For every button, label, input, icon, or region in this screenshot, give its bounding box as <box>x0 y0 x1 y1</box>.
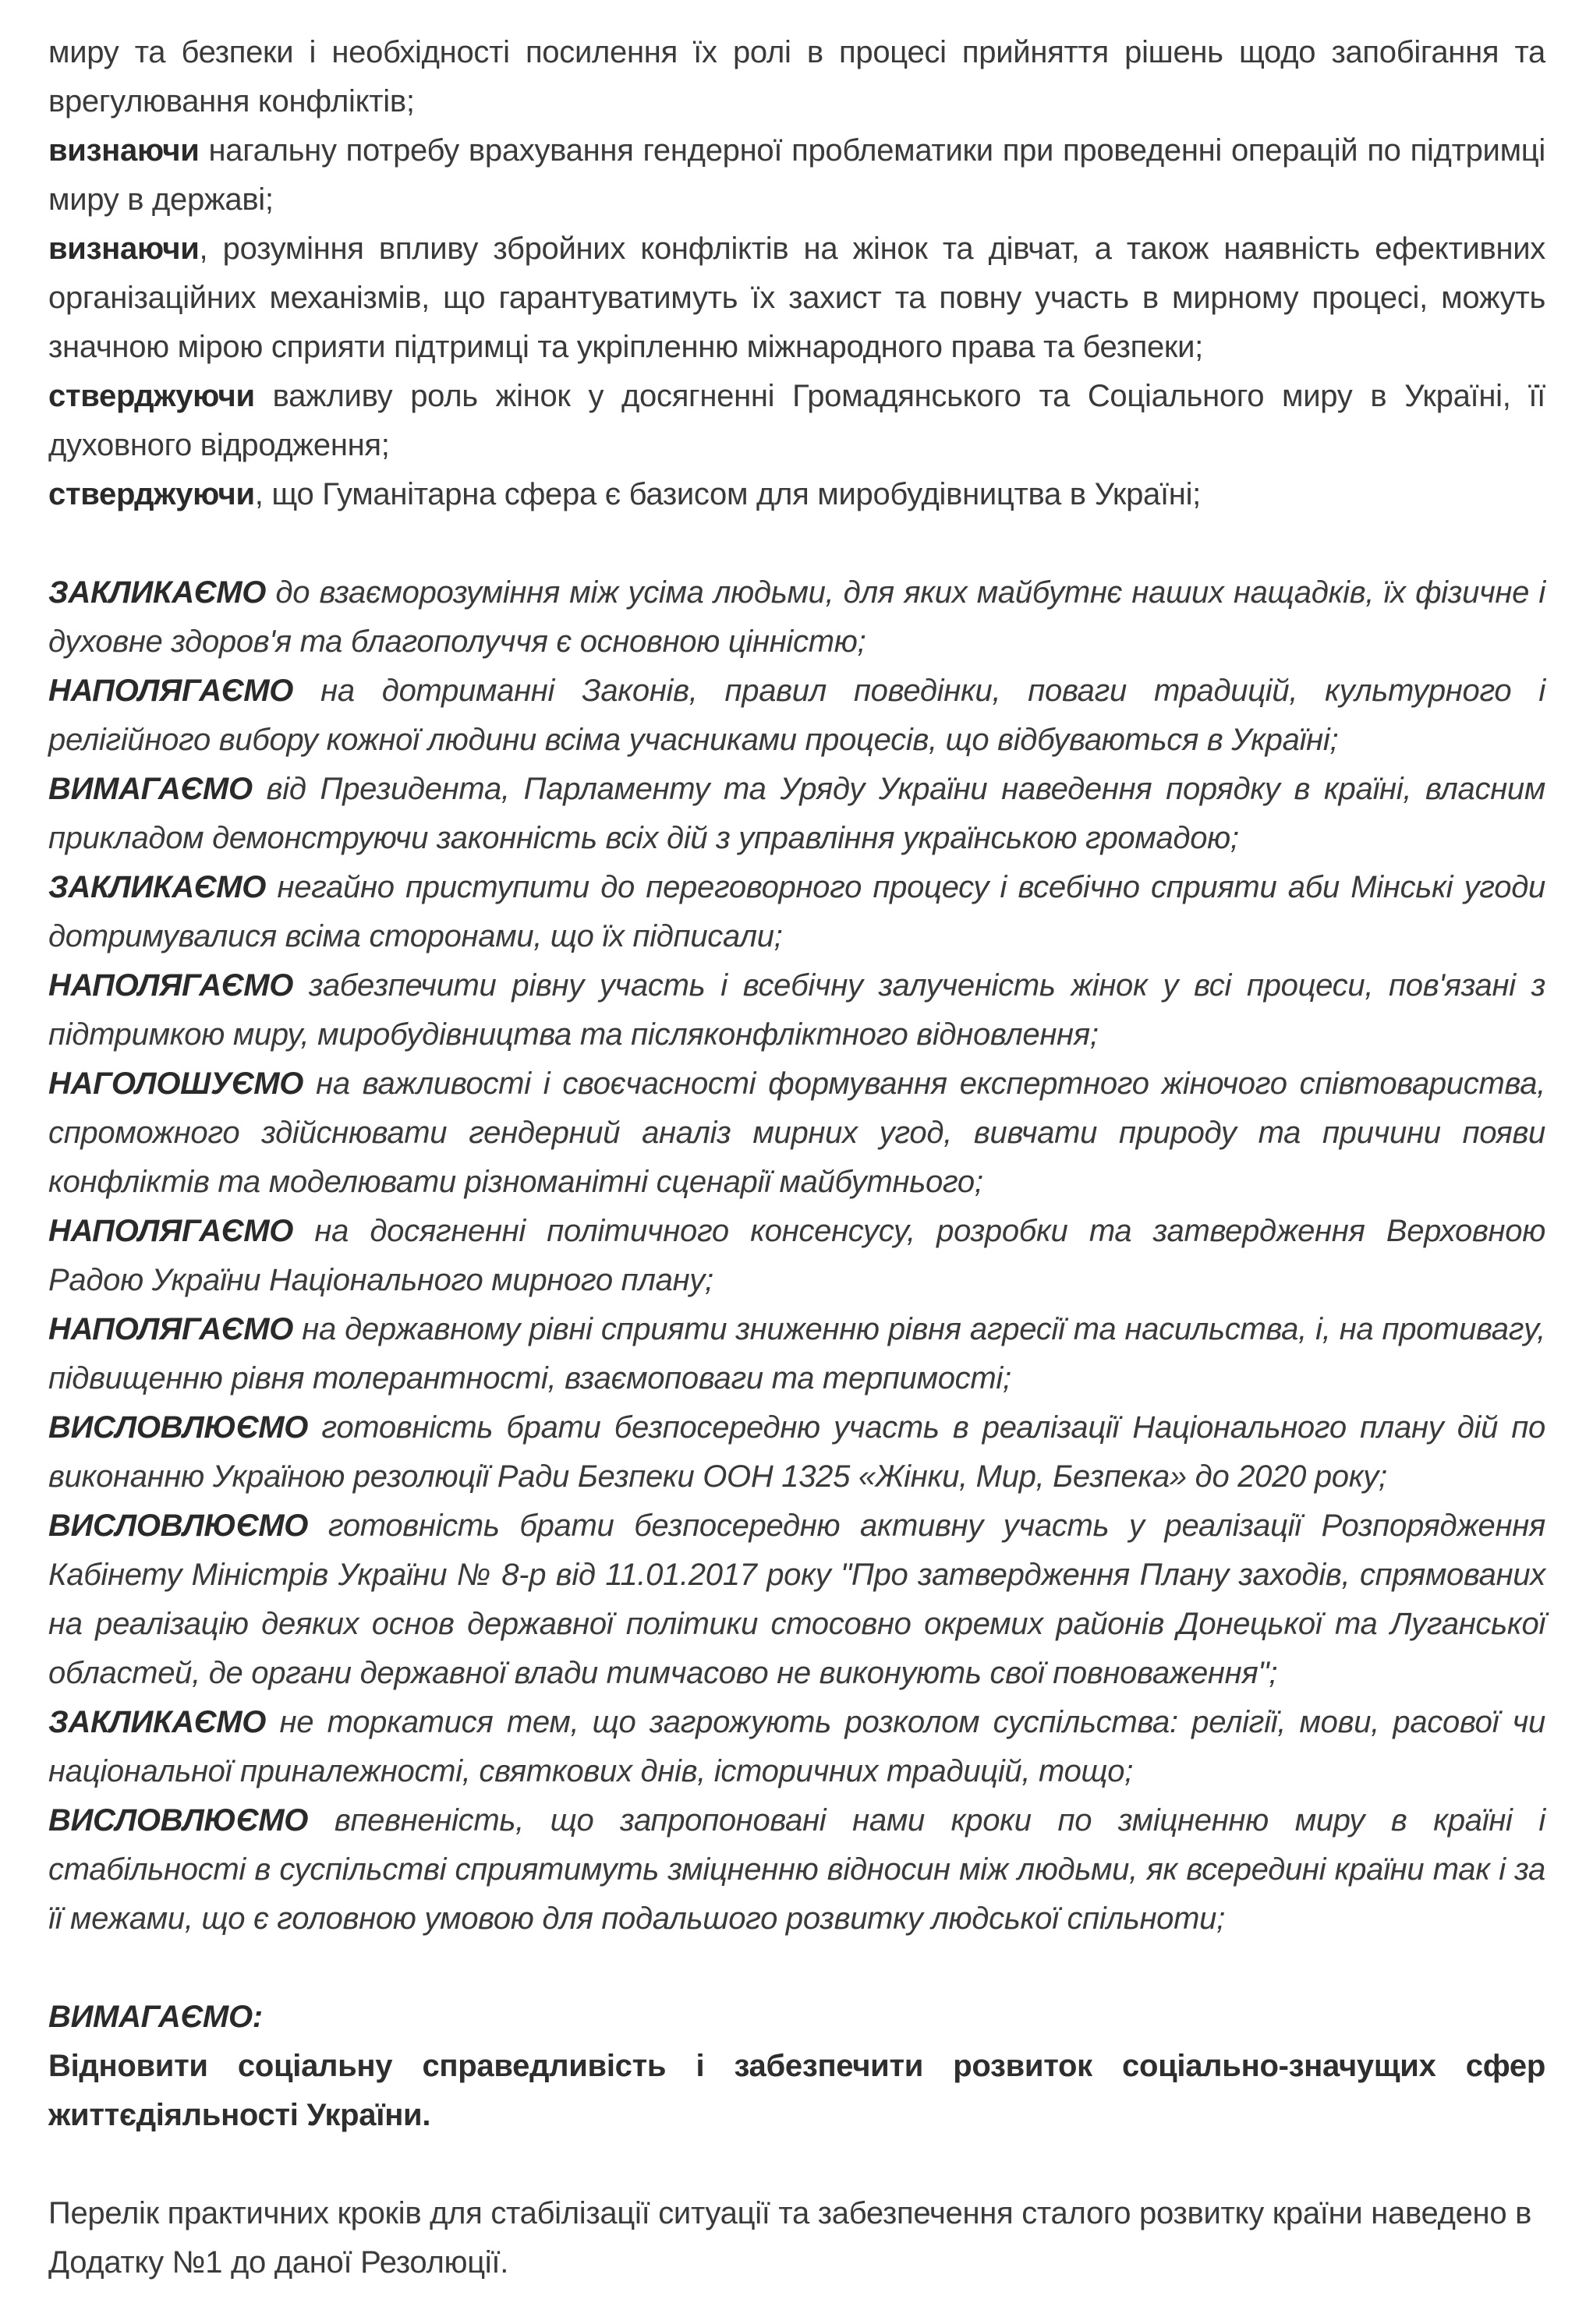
clause-keyword: стверджуючи <box>48 379 255 413</box>
resolution-keyword: ВИСЛОВЛЮЄМО <box>48 1509 309 1543</box>
preamble-paragraph: визнаючи нагальну потребу врахування гендерної проблематики при проведенні операцій по підтримці миру в державі; <box>48 133 1545 217</box>
resolution-paragraph: ЗАКЛИКАЄМО негайно приступити до переговорного процесу і всебічно сприяти аби Мінські угоди дотримувалися всіма сторонами, що їх підписали; <box>48 870 1545 953</box>
preamble-paragraph: визнаючи, розуміння впливу збройних конфліктів на жінок та дівчат, а також наявність ефективних організаційних механізмів, що гарантуватимуть їх захист та повну участь в мирному процесі, можуть значною мірою сприяти підтримці та укріпленню міжнародного права та безпеки; <box>48 232 1545 364</box>
demand-heading: ВИМАГАЄМО: <box>48 2000 263 2034</box>
spacer <box>48 1944 1545 1993</box>
resolution-keyword: НАПОЛЯГАЄМО <box>48 1214 294 1248</box>
preamble-paragraph: стверджуючи, що Гуманітарна сфера є базисом для миробудівництва в Україні; <box>48 477 1201 511</box>
resolution-paragraph: ВИСЛОВЛЮЄМО готовність брати безпосередню активну участь у реалізації Розпорядження Кабінету Міністрів України № 8-р від 11.01.2017 року "Про затвердження Плану заходів, спрямованих на реалізацію деяких основ державної політики стосовно окремих районів Донецької та Луганської областей, де органи державної влади тимчасово не виконують свої повноваження"; <box>48 1509 1545 1690</box>
resolution-keyword: ВИМАГАЄМО <box>48 772 253 806</box>
spacer <box>48 2140 1545 2189</box>
resolution-keyword: ЗАКЛИКАЄМО <box>48 1705 267 1739</box>
resolution-paragraph: НАПОЛЯГАЄМО на дотриманні Законів, правил поведінки, поваги традицій, культурного і релігійного вибору кожної людини всіма учасниками процесів, що відбуваються в Україні; <box>48 674 1545 757</box>
preamble-paragraph: миру та безпеки і необхідності посилення їх ролі в процесі прийняття рішень щодо запобігання та врегулювання конфліктів; <box>48 35 1545 118</box>
appendix-reference: Перелік практичних кроків для стабілізації ситуації та забезпечення сталого розвитку країни наведено в Додатку №1 до даної Резолюції. <box>48 2196 1532 2280</box>
resolution-keyword: НАПОЛЯГАЄМО <box>48 968 294 1003</box>
resolution-keyword: ВИСЛОВЛЮЄМО <box>48 1803 309 1838</box>
resolution-paragraph: НАПОЛЯГАЄМО на досягненні політичного консенсусу, розробки та затвердження Верховною Радою України Національного мирного плану; <box>48 1214 1545 1297</box>
preamble-paragraph: стверджуючи важливу роль жінок у досягненні Громадянського та Соціального миру в Україні, її духовного відродження; <box>48 379 1545 462</box>
resolution-keyword: ЗАКЛИКАЄМО <box>48 575 267 610</box>
clause-keyword: визнаючи <box>48 232 200 266</box>
clause-keyword: стверджуючи <box>48 477 255 511</box>
resolution-keyword: ВИСЛОВЛЮЄМО <box>48 1410 309 1445</box>
spacer <box>48 519 1545 568</box>
document-page <box>48 28 1545 2287</box>
resolution-paragraph: ЗАКЛИКАЄМО не торкатися тем, що загрожують розколом суспільства: релігії, мови, расової чи національної приналежності, святкових днів, історичних традицій, тощо; <box>48 1705 1545 1788</box>
demand-text: Відновити соціальну справедливість і забезпечити розвиток соціально-значущих сфер життєдіяльності України. <box>48 2049 1545 2132</box>
resolution-paragraph: НАПОЛЯГАЄМО на державному рівні сприяти зниженню рівня агресії та насильства, і, на противагу, підвищенню рівня толерантності, взаємоповаги та терпимості; <box>48 1312 1545 1395</box>
resolution-paragraph: НАГОЛОШУЄМО на важливості і своєчасності формування експертного жіночого співтовариства, спроможного здійснювати гендерний аналіз мирних угод, вивчати природу та причини появи конфліктів та моделювати різноманітні сценарії майбутнього; <box>48 1066 1545 1199</box>
resolution-paragraph: ВИМАГАЄМО від Президента, Парламенту та Уряду України наведення порядку в країні, власним прикладом демонструючи законність всіх дій з управління українською громадою; <box>48 772 1545 855</box>
clause-keyword: визнаючи <box>48 133 200 168</box>
resolution-keyword: НАПОЛЯГАЄМО <box>48 674 294 708</box>
resolution-paragraph: ВИСЛОВЛЮЄМО впевненість, що запропоновані нами кроки по зміцненню миру в країні і стабільності в суспільстві сприятимуть зміцненню відносин між людьми, як всередині країни так і за її межами, що є головною умовою для подальшого розвитку людської спільноти; <box>48 1803 1545 1936</box>
resolution-paragraph: ВИСЛОВЛЮЄМО готовність брати безпосередню участь в реалізації Національного плану дій по виконанню Україною резолюції Ради Безпеки ООН 1325 «Жінки, Мир, Безпека» до 2020 року; <box>48 1410 1545 1494</box>
resolution-paragraph: НАПОЛЯГАЄМО забезпечити рівну участь і всебічну залученість жінок у всі процеси, пов'язані з підтримкою миру, миробудівництва та післяконфліктного відновлення; <box>48 968 1545 1052</box>
resolution-keyword: НАПОЛЯГАЄМО <box>48 1312 294 1346</box>
resolution-paragraph: ЗАКЛИКАЄМО до взаєморозуміння між усіма людьми, для яких майбутнє наших нащадків, їх фізичне і духовне здоров'я та благополуччя є основною цінністю; <box>48 575 1545 659</box>
resolution-keyword: ЗАКЛИКАЄМО <box>48 870 267 904</box>
resolution-keyword: НАГОЛОШУЄМО <box>48 1066 304 1101</box>
